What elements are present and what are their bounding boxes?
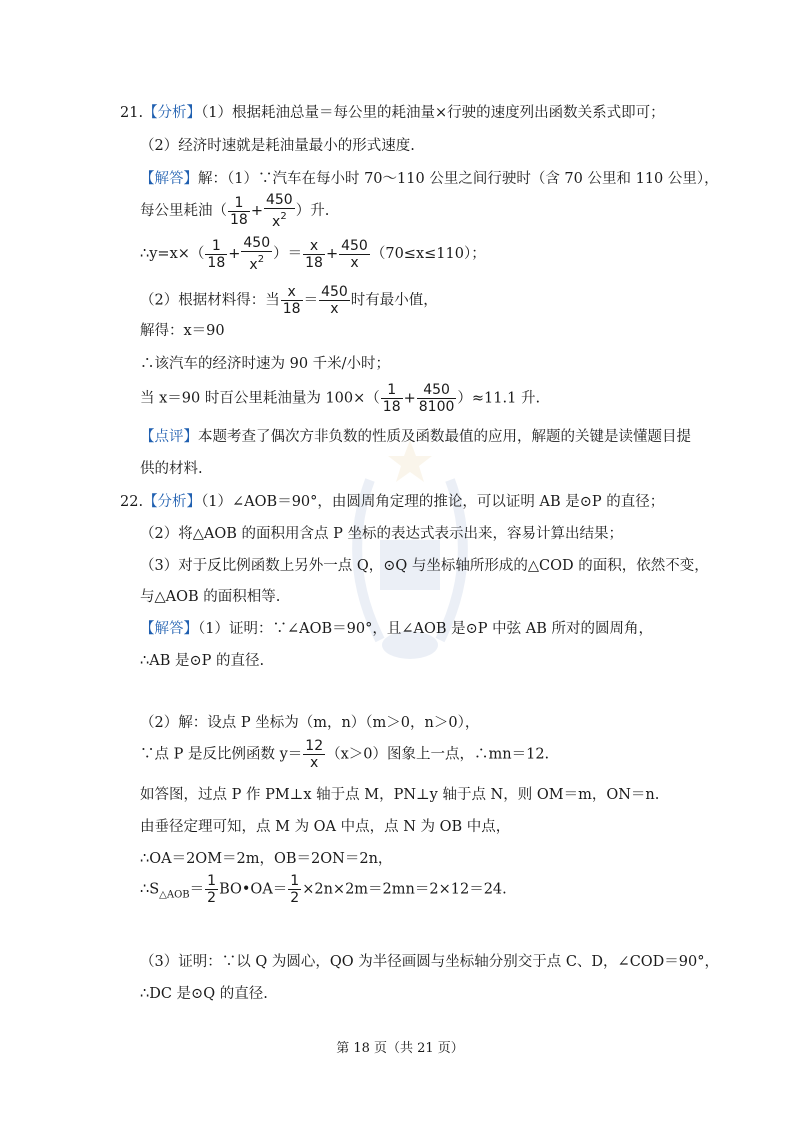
plus-sign: + [403, 390, 416, 407]
comment-tag: 【点评】 [140, 429, 198, 445]
q22-analysis-3: （3）对于反比例函数上另外一点 Q，⊙Q 与坐标轴所形成的△COD 的面积，依然不变， [140, 558, 709, 574]
q22-analysis-line-1 [120, 492, 664, 512]
q22-answer-1: （1）证明：∵∠AOB＝90°，且∠AOB 是⊙P 中弦 AB 所对的圆周角， [198, 621, 653, 637]
fraction [241, 235, 272, 273]
q21-analysis-line-1 [120, 103, 665, 123]
q21-answer-line-4 [140, 284, 438, 317]
q21-comment-1: 本题考查了偶次方非负数的性质及函数最值的应用，解题的关键是读懂题目提 [198, 429, 691, 445]
q22-analysis-line-4 [140, 587, 280, 607]
frac-den-var: x [249, 257, 258, 273]
fraction [228, 195, 250, 228]
q21-answer-7b: ）≈11.1 升. [457, 390, 541, 407]
frac-den: x [350, 254, 359, 271]
frac-den: 18 [282, 301, 301, 317]
q21-comment-2: 供的材料. [140, 461, 203, 477]
fraction [319, 284, 350, 317]
analysis-tag: 【分析】 [143, 494, 202, 510]
q21-answer-line-1 [140, 169, 719, 189]
equals-sign: ＝ [303, 292, 319, 309]
frac-den: x [330, 301, 339, 317]
page-footer: 第 18 页（共 21 页） [336, 1041, 464, 1056]
q21-answer-3a: ∴y=x×（ [140, 246, 205, 262]
q21-answer-line-3 [140, 235, 486, 273]
frac-num: 1 [205, 238, 227, 255]
frac-num: 450 [341, 237, 368, 254]
q21-answer-4b: 时有最小值， [350, 292, 438, 309]
frac-num: 1 [290, 873, 300, 889]
frac-num: x [281, 284, 303, 301]
q22-analysis-2: （2）将△AOB 的面积用含点 P 坐标的表达式表示出来，容易计算出结果； [140, 526, 623, 542]
q22-analysis-line-2 [140, 524, 623, 544]
q22-answer-line-8 [140, 873, 507, 906]
q22-answer-3: （2）解：设点 P 坐标为（m，n）（m＞0，n＞0）， [140, 715, 480, 731]
q21-analysis-2: （2）经济时速就是耗油量最小的形式速度. [140, 138, 415, 154]
plus-sign: + [250, 203, 263, 219]
frac-num: 1 [228, 195, 250, 212]
q21-answer-7a: 当 x＝90 时百公里耗油量为 100×（ [140, 390, 380, 407]
q22-answer-2: ∴AB 是⊙P 的直径. [140, 653, 265, 669]
fraction [381, 382, 403, 415]
q21-answer-2a: 每公里耗油（ [140, 203, 227, 219]
frac-den [264, 209, 295, 230]
frac-den: 8100 [418, 399, 455, 415]
q21-analysis-line-2 [140, 136, 415, 156]
q22-answer-line-3 [140, 713, 479, 733]
fraction [303, 738, 325, 771]
q21-answer-line-7 [140, 382, 540, 415]
frac-den [241, 252, 272, 273]
q22-answer-line-1 [140, 619, 653, 639]
frac-den: 18 [382, 399, 401, 415]
q21-answer-3c: （70≤x≤110）； [370, 246, 486, 262]
fraction [339, 238, 370, 271]
equals-sign: ＝ [189, 881, 205, 898]
q22-answer-8c: BO•OA＝ [219, 881, 288, 898]
q22-answer-6: 由垂径定理可知，点 M 为 OA 中点，点 N 为 OB 中点， [140, 819, 511, 835]
frac-den: 18 [230, 211, 248, 228]
q22-answer-line-9 [140, 952, 719, 972]
frac-num: 12 [305, 738, 324, 754]
q22-answer-line-6 [140, 817, 510, 837]
q21-comment-line-1 [140, 427, 691, 447]
frac-num: 450 [243, 235, 271, 251]
q21-answer-5: 解得：x＝90 [140, 323, 225, 339]
q21-answer-3b: ）＝ [273, 246, 303, 262]
q22-answer-4a: ∵点 P 是反比例函数 y＝ [140, 746, 303, 763]
fraction [205, 873, 218, 906]
fraction [281, 284, 303, 317]
frac-num: 450 [321, 284, 348, 300]
q21-answer-line-6 [140, 354, 390, 374]
q22-analysis-4: 与△AOB 的面积相等. [140, 589, 281, 605]
frac-den: 2 [290, 890, 300, 906]
q22-answer-line-2 [140, 651, 264, 671]
q21-answer-1: 解：（1）∵汽车在每小时 70～110 公里之间行驶时（含 70 公里和 110 公里）， [198, 171, 719, 187]
q21-analysis-1: （1）根据耗油总量＝每公里的耗油量×行驶的速度列出函数关系式即可； [201, 105, 665, 121]
q22-answer-10: ∴DC 是⊙Q 的直径. [140, 986, 268, 1002]
fraction [303, 238, 325, 271]
fraction [264, 192, 295, 230]
q22-analysis-1: （1）∠AOB＝90°，由圆周角定理的推论，可以证明 AB 是⊙P 的直径； [201, 494, 665, 510]
watermark-emblem [330, 420, 490, 690]
frac-num: 450 [417, 382, 457, 399]
frac-num: 450 [265, 192, 293, 208]
q22-number: 22. [120, 494, 144, 510]
answer-tag: 【解答】 [140, 621, 198, 637]
frac-den: 2 [207, 890, 217, 906]
q22-answer-8a: ∴S [140, 881, 160, 898]
fraction [205, 238, 227, 271]
q22-answer-5: 如答图，过点 P 作 PM⊥x 轴于点 M，PN⊥y 轴于点 N，则 OM＝m，ON＝n. [140, 787, 660, 803]
analysis-tag: 【分析】 [143, 105, 202, 121]
frac-num: x [303, 238, 325, 255]
frac-den: x [310, 755, 319, 771]
q22-answer-line-7 [140, 849, 392, 869]
q22-answer-line-10 [140, 984, 268, 1004]
frac-num: 1 [207, 873, 217, 889]
q21-answer-6: ∴该汽车的经济时速为 90 千米/小时； [140, 356, 391, 372]
answer-tag: 【解答】 [140, 171, 198, 187]
q22-answer-9: （3）证明：∵以 Q 为圆心，QO 为半径画圆与坐标轴分别交于点 C、D，∠COD＝90°， [140, 954, 719, 970]
frac-den: 18 [207, 254, 226, 271]
q22-answer-8d: ×2n×2m＝2mn＝2×12＝24. [302, 881, 507, 898]
q21-answer-line-5 [140, 321, 225, 341]
exponent: 2 [257, 254, 265, 265]
q21-answer-2b: ）升. [295, 203, 330, 219]
fraction [417, 382, 457, 415]
q22-answer-7: ∴OA＝2OM＝2m，OB＝2ON＝2n， [140, 851, 393, 867]
frac-den: 18 [305, 254, 323, 271]
plus-sign: + [325, 246, 339, 262]
exponent: 2 [280, 211, 287, 222]
q21-number: 21. [120, 105, 144, 121]
plus-sign: + [228, 246, 241, 262]
q22-answer-4b: （x＞0）图象上一点，∴mn＝12. [326, 746, 550, 763]
fraction [288, 873, 301, 906]
q21-answer-line-2 [140, 192, 329, 230]
subscript: △AOB [159, 889, 190, 901]
frac-den-var: x [272, 214, 281, 230]
q22-answer-line-5 [140, 785, 659, 805]
frac-num: 1 [381, 382, 403, 399]
q21-answer-4a: （2）根据材料得：当 [140, 292, 280, 309]
q22-answer-line-4 [140, 738, 549, 771]
q21-comment-line-2 [140, 459, 203, 479]
q22-analysis-line-3 [140, 556, 709, 576]
